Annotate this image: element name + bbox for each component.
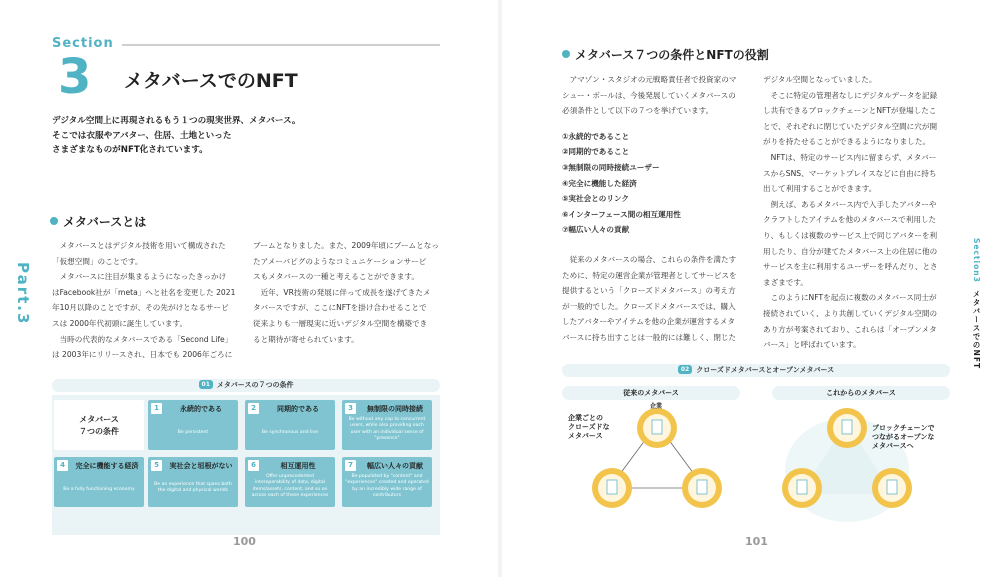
body-line: まざまです。 — [763, 277, 808, 287]
condition-desc: Be persistent — [177, 430, 209, 435]
condition-title: 永続的である — [180, 405, 222, 413]
company-node — [637, 408, 677, 448]
section-label: Section — [52, 36, 114, 51]
open-metaverse-label: ブロックチェーンで つながるオープンな メタバースへ — [872, 424, 935, 450]
body-line: ために、特定の運営企業が管理者としてサービスを — [562, 270, 737, 280]
condition-list-item: ⑤実社会とのリンク — [562, 194, 630, 204]
condition-title: 相互運用性 — [280, 462, 316, 470]
condition-list-item: ③無制限の同時接続ユーザー — [562, 162, 660, 172]
figure-title: メタバースの７つの条件 — [216, 381, 294, 389]
condition-number: 3 — [345, 403, 356, 414]
company-node — [682, 468, 722, 508]
body-line: サービスを主に利用するユーザーを呼んだり、とさ — [763, 262, 938, 272]
company-node — [782, 468, 822, 508]
right-tab-section: Section3 — [972, 238, 981, 283]
condition-title: 実社会と垣根がない — [169, 462, 233, 470]
right-tab-title: メタバースでのNFT — [972, 290, 981, 370]
body-line: 提供するという「クローズドメタバース」の考え方 — [562, 286, 736, 296]
subheading-what-is-metaverse — [50, 213, 146, 230]
body-line: NFTは、特定のサービス内に留まらず、メタバー — [763, 152, 937, 162]
node-label: 企業 — [650, 403, 663, 410]
closed-diagram — [592, 408, 722, 508]
body-line: 従来よりも一層現実に近いデジタル空間を構築でき — [253, 318, 428, 328]
body-line: 年10月以降のことですが、その先がけとなるサービ — [52, 303, 229, 313]
condition-list-item: ⑦幅広い人々の貢献 — [562, 225, 630, 235]
table-header-text: メタバース ７つの条件 — [79, 415, 119, 436]
bullet-dot — [562, 50, 570, 58]
body-line: あり方が考案されており、これらは「オープンメタ — [763, 324, 937, 334]
body-column-1 — [52, 238, 242, 363]
condition-number: 7 — [345, 460, 356, 471]
company-node — [827, 408, 867, 448]
body-line: は 2003年にリリースされ、日本でも 2006年ごろに — [52, 350, 233, 360]
right-column-2 — [763, 72, 953, 353]
body-line: メタバースとはデジタル技術を用いて構成された — [52, 241, 226, 250]
page-title: メタバースでのNFT — [124, 70, 298, 92]
body-line: デジタル空間となっていました。 — [763, 75, 877, 84]
body-line: そこに特定の管理者なしにデジタルデータを記録 — [763, 90, 938, 100]
body-line: ブームとなりました。また、2009年頃にブームとなっ — [253, 241, 439, 250]
condition-desc: Be an experience that spans both the digital and physical worlds — [154, 482, 232, 494]
right-column-1 — [562, 72, 752, 346]
page-number-left: 100 — [233, 535, 256, 548]
lead-paragraph — [52, 114, 452, 158]
body-line: 近年、VR技術の発展に伴って成長を遂げてきたメ — [253, 287, 431, 297]
condition-desc: Be without any cap to concurrent users, while also providing each user with an individual sense of "presence" — [348, 417, 426, 442]
condition-cell-2 — [245, 400, 335, 450]
subheading-text: メタバースとは — [63, 215, 147, 229]
body-line: が一般的でした。クローズドメタバースでは、購入 — [562, 301, 736, 311]
conditions-table — [52, 395, 440, 535]
section-divider — [122, 44, 440, 46]
open-metaverse-head: これからのメタバース — [772, 386, 950, 400]
book-gutter — [497, 0, 503, 577]
body-line: とで、それぞれに閉じていたデジタル空間に穴が開 — [763, 121, 938, 131]
right-page-tab — [968, 238, 982, 369]
body-line: 当時の代表的なメタバースである「Second Life」 — [52, 334, 233, 344]
condition-title: 完全に機能する経済 — [75, 462, 139, 470]
condition-title: 無制限の同時接続 — [367, 405, 423, 413]
figure-number: 02 — [678, 365, 692, 374]
condition-number: 2 — [248, 403, 259, 414]
condition-desc: Be a fully functioning economy — [63, 487, 135, 492]
metaverse-diagram — [562, 402, 952, 530]
body-line: アマゾン・スタジオの元戦略責任者で投資家のマ — [562, 75, 737, 84]
condition-number: 4 — [57, 460, 68, 471]
condition-list-item: ①永続的であること — [562, 131, 630, 141]
figure-01-title-bar — [52, 379, 440, 392]
section-number: 3 — [58, 49, 92, 105]
body-line: クラフトしたアイテムを他のメタバースで利用した — [763, 215, 937, 225]
condition-cell-3 — [342, 400, 432, 450]
condition-list-item: ④完全に機能した経済 — [562, 178, 637, 188]
condition-cell-1 — [148, 400, 238, 450]
body-line: 「仮想空間」のことです。 — [52, 256, 143, 266]
closed-metaverse-head: 従来のメタバース — [562, 386, 740, 400]
lead-line: デジタル空間上に再現されるもう１つの現実世界、メタバース。 — [52, 116, 301, 126]
figure-title: クローズドメタバースとオープンメタバース — [696, 366, 835, 374]
body-line: したアバターやアイテムを他の企業が運営するメタ — [562, 317, 735, 327]
condition-desc: Be populated by "content" and "experiences" created and operated by an incredibly wide range of contributors — [345, 474, 429, 499]
condition-cell-4 — [54, 457, 144, 507]
condition-list-item: ⑥インターフェース間の相互運用性 — [562, 209, 681, 219]
body-line: 接続されていく、より共創していくデジタル空間の — [763, 308, 938, 318]
body-line: バースに持ち出すことは一般的には難しく、閉じた — [562, 332, 737, 342]
body-line: り、もしくは複数のサービス上で同じアバターを利 — [763, 230, 938, 240]
body-line: スからSNS、マーケットプレイスなどに自由に持ち — [763, 168, 937, 178]
body-line: メタバースに注目が集まるようになったきっかけ — [52, 272, 227, 282]
body-line: シュー・ボールは、今後発展していくメタバースの — [562, 90, 736, 100]
body-line: 例えば、あるメタバース内で入手したアバターや — [763, 199, 937, 209]
page-number-right: 101 — [745, 535, 768, 548]
body-line: このようにNFTを起点に複数のメタバース同士が — [763, 293, 937, 303]
subheading-seven-conditions — [562, 46, 769, 63]
condition-title: 同期的である — [277, 405, 319, 413]
body-line: 用したり、自分が建てたメタバース上の住居に他の — [763, 246, 938, 256]
body-line: 出して利用することができます。 — [763, 184, 877, 194]
body-column-2 — [253, 238, 443, 347]
body-line: タバースですが、ここにNFTを掛け合わせることで — [253, 303, 427, 313]
figure-number: 01 — [199, 380, 213, 389]
body-line: バース」と呼ばれています。 — [763, 340, 861, 350]
condition-cell-5 — [148, 457, 238, 507]
company-node — [872, 468, 912, 508]
figure-02-title-bar — [562, 364, 950, 377]
body-line: はFacebook社が「meta」へと社名を変更した 2021 — [52, 287, 236, 297]
body-line: 必須条件として以下の７つを挙げています。 — [562, 106, 714, 116]
body-line: 従来のメタバースの場合、これらの条件を満たす — [562, 254, 737, 264]
condition-number: 1 — [151, 403, 162, 414]
condition-desc: Be synchronous and live — [261, 430, 319, 435]
bullet-dot — [50, 217, 58, 225]
lead-line: そこでは衣服やアバター、住居、土地といった — [52, 130, 232, 141]
condition-list-item: ②同期的であること — [562, 147, 630, 157]
company-node — [592, 468, 632, 508]
body-line: スもメタバースの一種と考えることができます。 — [253, 272, 419, 282]
body-line: ると期待が寄せられています。 — [253, 334, 359, 344]
body-line: し共有できるブロックチェーンとNFTが登場したこ — [763, 106, 937, 116]
table-header-cell — [54, 400, 144, 450]
condition-cell-6 — [245, 457, 335, 507]
subheading-text: メタバース７つの条件とNFTの役割 — [575, 48, 769, 62]
condition-cell-7 — [342, 457, 432, 507]
condition-desc: Offer unprecedented interoperability of data, digital items/assets, content, and so on across each of these experiences — [251, 474, 329, 499]
lead-line: さまざまなものがNFT化されています。 — [52, 145, 208, 155]
closed-metaverse-label: 企業ごとの クローズドな メタバース — [568, 414, 610, 440]
body-line: がりを持たせることができるようになりました。 — [763, 137, 931, 147]
condition-number: 6 — [248, 460, 259, 471]
body-line: たアメーバピグのようなコミュニケーションサービ — [253, 256, 427, 266]
condition-number: 5 — [151, 460, 162, 471]
body-line: スは 2000年代初頭に誕生しています。 — [52, 318, 188, 328]
part-tab: Part.3 — [14, 262, 32, 326]
condition-title: 幅広い人々の貢献 — [367, 462, 423, 470]
